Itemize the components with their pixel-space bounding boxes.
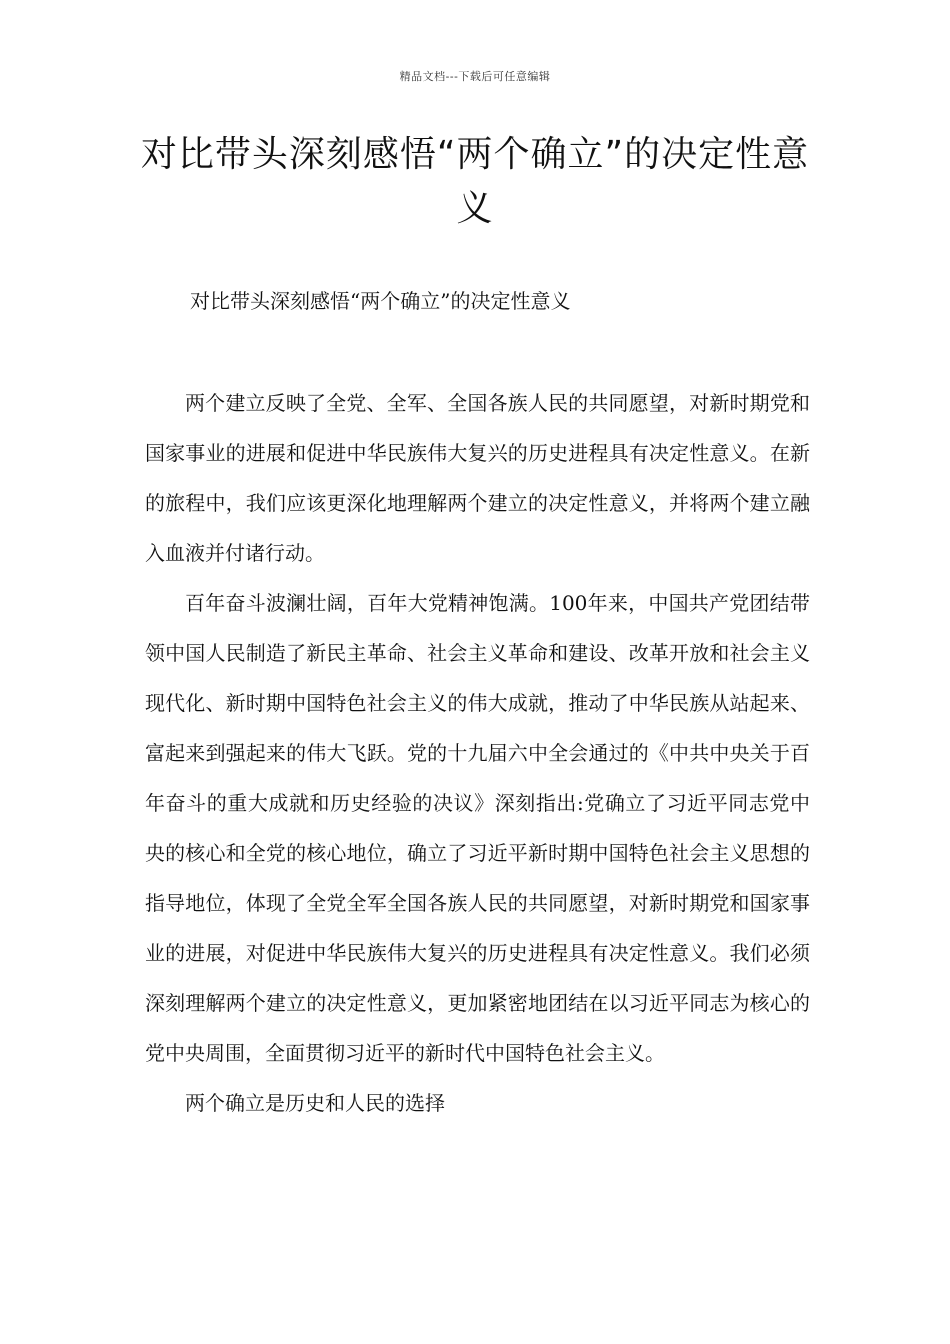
paragraph: 两个建立反映了全党、全军、全国各族人民的共同愿望，对新时期党和国家事业的进展和促进中华民族伟大复兴的历史进程具有决定性意义。在新的旅程中，我们应该更深化地理解两个建立的决定性意义，并将两个建立融入血液并付诸行动。 — [145, 391, 810, 565]
header-note: 精品文档---下载后可任意编辑 — [399, 70, 551, 83]
document-body — [145, 378, 810, 1128]
paragraph: 两个确立是历史和人民的选择 — [185, 1091, 445, 1115]
paragraph: 百年奋斗波澜壮阔，百年大党精神饱满。100年来，中国共产党团结带领中国人民制造了新民主革命、社会主义革命和建设、改革开放和社会主义现代化、新时期中国特色社会主义的伟大成就，推动了中华民族从站起来、富起来到强起来的伟大飞跃。党的十九届六中全会通过的《中共中央关于百年奋斗的重大成就和历史经验的决议》深刻指出:党确立了习近平同志党中央的核心和全党的核心地位，确立了习近平新时期中国特色社会主义思想的指导地位，体现了全党全军全国各族人民的共同愿望，对新时期党和国家事业的进展，对促进中华民族伟大复兴的历史进程具有决定性意义。我们必须深刻理解两个建立的决定性意义，更加紧密地团结在以习近平同志为核心的党中央周围，全面贯彻习近平的新时代中国特色社会主义。 — [145, 591, 810, 1065]
document-subtitle: 对比带头深刻感悟“两个确立”的决定性意义 — [190, 289, 571, 313]
document-title: 对比带头深刻感悟“两个确立”的决定性意义 — [140, 134, 810, 229]
